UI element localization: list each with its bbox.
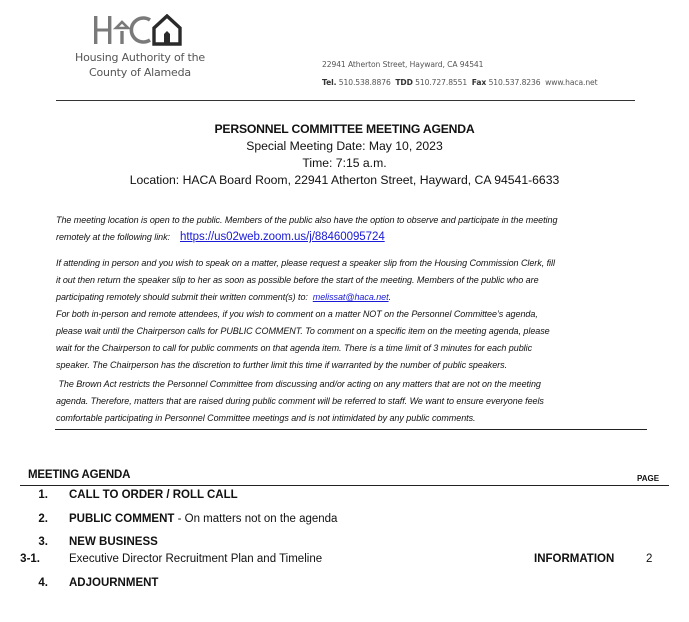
notice-paragraph-3: [56, 376, 648, 427]
haca-logo: [92, 14, 184, 46]
item-title: NEW BUSINESS: [69, 536, 158, 548]
notice-text: please wait until the Chairperson calls for PUBLIC COMMENT. To comment on a specific item on the meeting agenda, please: [56, 326, 550, 336]
meeting-date: Special Meeting Date: May 10, 2023: [246, 139, 443, 153]
tel-number: 510.538.8876: [338, 78, 391, 87]
agenda-item: [0, 510, 689, 528]
website: www.haca.net: [545, 78, 598, 87]
item-label: [69, 510, 337, 528]
org-name-line2: County of Alameda: [89, 66, 191, 79]
title-block: [0, 121, 689, 189]
agenda-item: [0, 533, 689, 551]
tdd-label: TDD: [395, 78, 413, 87]
tdd-number: 510.727.8551: [415, 78, 468, 87]
item-type: INFORMATION: [534, 553, 615, 565]
letterhead-contact: [322, 78, 597, 87]
item-subtitle: Executive Director Recruitment Plan and Timeline: [69, 553, 323, 565]
item-label: [69, 533, 158, 551]
header-divider: [56, 100, 635, 101]
notice-text: it out then return the speaker slip to her as soon as possible before the start of the meeting. Members of the public who are: [56, 275, 539, 285]
notice-divider: [55, 429, 647, 430]
email-link[interactable]: melissat@haca.net: [312, 292, 389, 302]
zoom-meeting-link[interactable]: https://us02web.zoom.us/j/88460095724: [180, 231, 385, 243]
notice-text: The Brown Act restricts the Personnel Committee from discussing and/or acting on any matters that are not on the meeting: [56, 379, 541, 389]
notice-text: participating remotely should submit their written comment(s) to: melissat@haca.net.: [56, 292, 392, 302]
fax-label: Fax: [471, 78, 487, 87]
item-subtitle: - On matters not on the agenda: [174, 513, 338, 525]
item-number: 1.: [38, 489, 48, 501]
notice-text: The meeting location is open to the public. Members of the public also have the option to observe and participate in the meeting: [56, 215, 558, 225]
item-title: PUBLIC COMMENT: [69, 513, 175, 525]
notice-text: remotely at the following link:: [56, 232, 171, 242]
notice-text: participating remotely should submit their written comment(s) to:: [56, 292, 308, 302]
item-number: 3-1.: [20, 553, 40, 565]
organization-name: [72, 50, 208, 80]
item-label: [69, 550, 322, 568]
notice-text: For both in-person and remote attendees, if you wish to comment on a matter NOT on the Personnel Committee’s agenda,: [56, 309, 538, 319]
item-number: 4.: [38, 577, 48, 589]
item-title: ADJOURNMENT: [69, 577, 159, 589]
meeting-time: Time: 7:15 a.m.: [302, 156, 387, 170]
notice-text: agenda. Therefore, matters that are raised during public comment will be referred to staff. We want to ensure everyone feels: [56, 396, 544, 406]
item-number: 2.: [38, 513, 48, 525]
fax-number: 510.537.8236: [488, 78, 541, 87]
letterhead-address: 22941 Atherton Street, Hayward, CA 94541: [322, 60, 484, 69]
notice-paragraph-1: [56, 212, 648, 246]
notice-text: wait for the Chairperson to call for public comments on that agenda item. There is a time limit of 3 minutes for each public: [56, 343, 533, 353]
item-label: [69, 486, 238, 504]
document-title: PERSONNEL COMMITTEE MEETING AGENDA: [214, 122, 475, 136]
tel-label: Tel.: [322, 78, 337, 87]
item-title: CALL TO ORDER / ROLL CALL: [69, 489, 238, 501]
notice-text: speaker. The Chairperson has the discretion to further limit this time if warranted by the number of public speakers.: [56, 360, 508, 370]
org-name-line1: Housing Authority of the: [75, 51, 205, 64]
item-number: 3.: [38, 536, 48, 548]
meeting-location: Location: HACA Board Room, 22941 Atherton Street, Hayward, CA 94541-6633: [129, 173, 560, 187]
item-label: [69, 574, 158, 592]
agenda-item: [0, 550, 689, 568]
agenda-item: [0, 574, 689, 592]
item-page: 2: [646, 553, 653, 565]
notice-paragraph-2: [56, 255, 648, 374]
notice-text: If attending in person and you wish to speak on a matter, please request a speaker slip from the Housing Commission Clerk, fill: [56, 258, 555, 268]
page-column-heading: PAGE: [637, 474, 660, 483]
notice-text: comfortable participating in Personnel Committee meetings and is not intimidated by any public comments.: [56, 413, 476, 423]
agenda-item: [0, 486, 689, 504]
agenda-heading: MEETING AGENDA: [28, 469, 131, 481]
notice-text: [56, 229, 648, 246]
